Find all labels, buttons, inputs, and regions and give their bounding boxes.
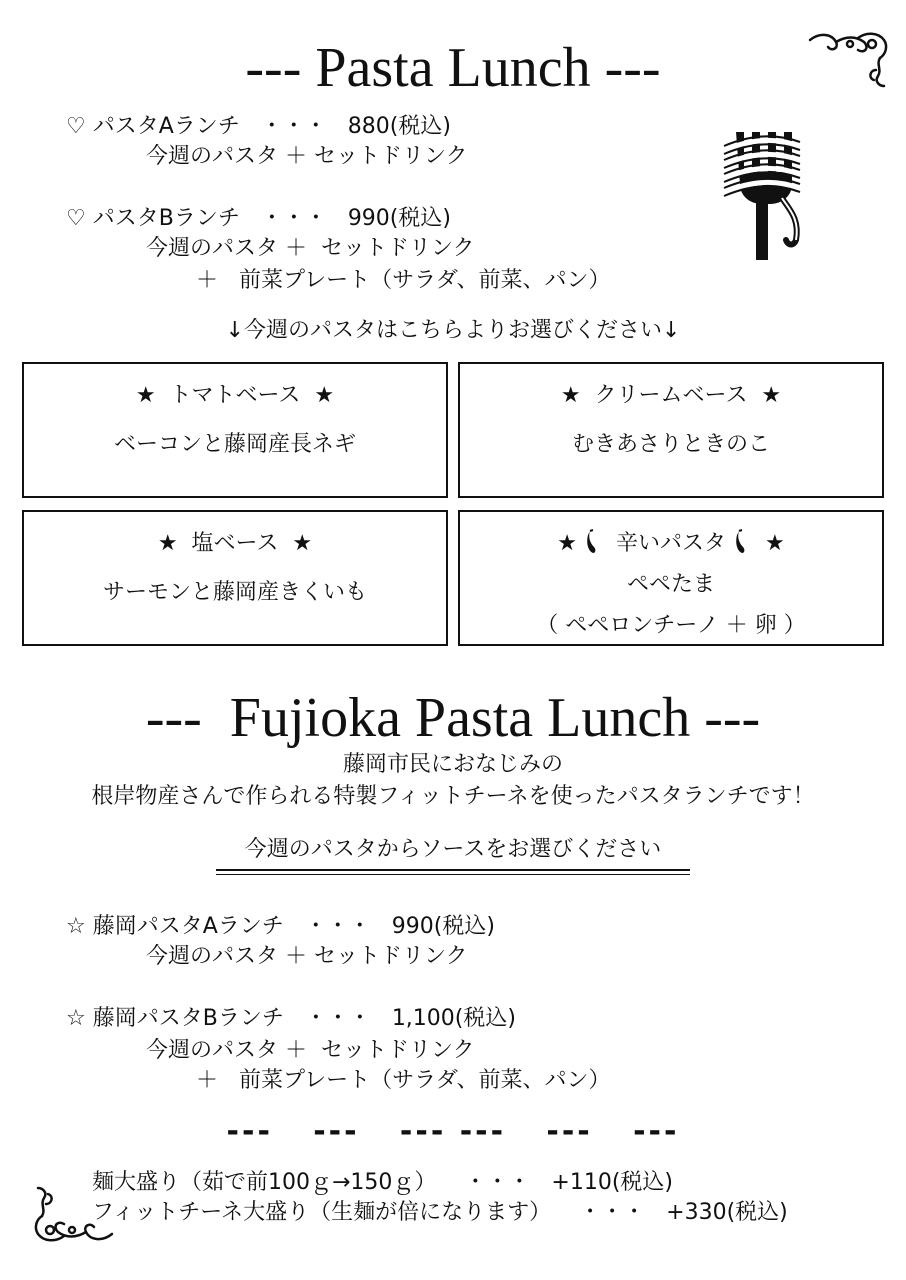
box-header: ★ トマトベース ★ [135, 383, 335, 408]
choose-pasta-note: ↓今週のパスタはこちらよりお選びください↓ [225, 318, 681, 343]
intro-line-2: 根岸物産さんで作られる特製フィットチーネを使ったパスタランチです！ [91, 784, 815, 809]
box-text: ペペたま [626, 572, 715, 597]
item-description: 今週のパスタ ＋ セットドリンク [146, 944, 468, 969]
menu-item-fujioka-a [66, 914, 495, 940]
box-header: ★ クリームベース ★ [560, 383, 782, 408]
item-price: 880(税込) [347, 114, 451, 139]
star-icon: ★ [557, 531, 577, 556]
intro-line-1: 藤岡市民におなじみの [342, 752, 563, 777]
extra-name: 麺大盛り（茹で前100ｇ→150ｇ） [92, 1170, 437, 1195]
option-box-spicy [458, 510, 884, 646]
item-price: 1,100(税込) [391, 1006, 516, 1031]
heart-icon: ♡ [66, 114, 86, 139]
double-underline [216, 869, 690, 875]
chili-pepper-icon [584, 529, 602, 555]
heart-icon: ♡ [66, 206, 86, 231]
box-text: サーモンと藤岡産きくいも [102, 580, 367, 605]
extra-name: フィットチーネ大盛り（生麺が倍になります） [92, 1200, 552, 1225]
extra-dots: ・・・ [464, 1170, 531, 1195]
item-dots: ・・・ [260, 114, 327, 139]
box-header-label: 辛いパスタ [615, 531, 726, 556]
item-dots: ・・・ [260, 206, 327, 231]
menu-item-pasta-b [66, 206, 451, 232]
chili-pepper-icon [733, 529, 751, 555]
page-title-fujioka-pasta-lunch: --- Fujioka Pasta Lunch --- [145, 687, 761, 749]
star-outline-icon: ☆ [66, 1006, 86, 1031]
box-text: ベーコンと藤岡産長ネギ [113, 432, 356, 457]
item-name: 藤岡パスタAランチ [92, 914, 284, 939]
option-box-tomato [22, 362, 448, 498]
sauce-note [216, 832, 690, 875]
item-dots: ・・・ [304, 1006, 371, 1031]
item-description-extra: ＋ 前菜プレート（サラダ、前菜、パン） [196, 268, 611, 293]
fork-pasta-icon [722, 128, 802, 262]
extra-dots: ・・・ [579, 1200, 646, 1225]
item-description-extra: ＋ 前菜プレート（サラダ、前菜、パン） [196, 1068, 611, 1093]
item-price: 990(税込) [391, 914, 495, 939]
item-name: パスタAランチ [92, 114, 240, 139]
star-outline-icon: ☆ [66, 914, 86, 939]
box-text-sub: （ ペペロンチーノ ＋ 卵 ） [536, 613, 806, 638]
item-description: 今週のパスタ ＋ セットドリンク [146, 144, 468, 169]
sauce-note-text: 今週のパスタからソースをお選びください [244, 837, 662, 862]
box-text: むきあさりときのこ [571, 432, 770, 457]
box-header: ★ 塩ベース ★ [157, 531, 313, 556]
page-title-pasta-lunch: --- Pasta Lunch --- [245, 37, 661, 99]
star-icon: ★ [765, 531, 785, 556]
item-description: 今週のパスタ ＋ セットドリンク [146, 236, 475, 261]
extra-item-large-fettuccine [92, 1200, 788, 1226]
menu-item-fujioka-b [66, 1006, 516, 1032]
dashed-divider: --- --- --- --- --- --- [226, 1114, 680, 1149]
item-description: 今週のパスタ ＋ セットドリンク [146, 1038, 475, 1063]
menu-item-pasta-a [66, 114, 451, 140]
item-price: 990(税込) [347, 206, 451, 231]
option-box-cream [458, 362, 884, 498]
box-header [460, 526, 882, 557]
option-box-salt [22, 510, 448, 646]
extra-price: +330(税込) [666, 1200, 788, 1225]
item-dots: ・・・ [304, 914, 371, 939]
item-name: パスタBランチ [92, 206, 240, 231]
extra-price: +110(税込) [551, 1170, 673, 1195]
item-name: 藤岡パスタBランチ [92, 1006, 284, 1031]
extra-item-large-noodle [92, 1170, 673, 1196]
